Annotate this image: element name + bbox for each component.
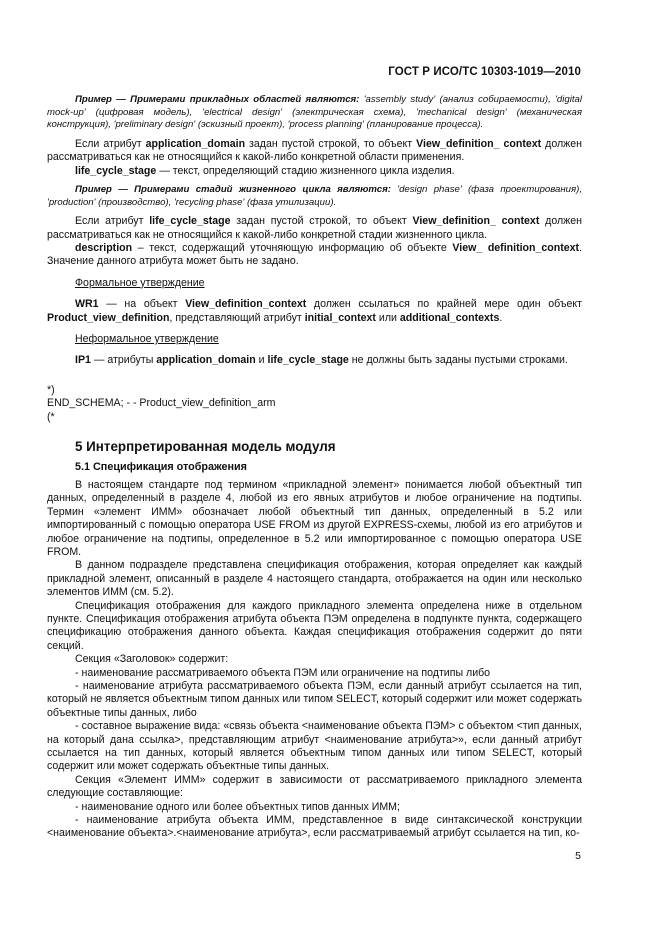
- paragraph-mapping-intro: В данном подразделе представлена спецификация отображения, которая определяет как каждый прикладной элемент, описанный в разделе 4 настоящего стандарта, отображается на один или несколько элементов ИММ (см. 5.2).: [47, 559, 582, 599]
- page-content: [47, 94, 582, 841]
- paragraph-empty-domain: Если атрибут application_domain задан пустой строкой, то объект View_definition_ context должен рассматриваться как не относящийся к какой-либо конкретной области применения.: [47, 137, 582, 164]
- paragraph-mapping-sections: Спецификация отображения для каждого прикладного элемента определена ниже в отдельном пункте. Спецификация отображения атрибута объекта ПЭМ определена в подпункте пункта, содержащего спецификацию отображения данного объекта. Каждая спецификация отображения содержит до пяти секций.: [47, 599, 582, 652]
- paragraph-terms: В настоящем стандарте под термином «прикладной элемент» понимается любой объектный тип данных, определенный в разделе 4, любой из его явных атрибутов и любое ограничение на подтипы. Термин «элемент ИММ» обозначает любой объектный тип данных, определенный в 5.2 или импортированный с помощью оператора USE FROM из другой EXPRESS-схемы, любой из его атрибутов и любое ограничение на подтипы, определенное в 5.2 или импортированное с помощью оператора USE FROM.: [47, 478, 582, 558]
- paragraph-empty-stage: Если атрибут life_cycle_stage задан пустой строкой, то объект View_definition_ context должен рассматриваться как не относящийся к какой-либо конкретной стадии жизненного цикла.: [47, 215, 582, 241]
- paragraph-aim-section: Секция «Элемент ИММ» содержит в зависимости от рассматриваемого прикладного элемента следующие составляющие:: [47, 773, 582, 800]
- list-item: - наименование одного или более объектных типов данных ИММ;: [75, 800, 400, 813]
- code-comment-close: *): [47, 383, 55, 396]
- page-number: 5: [575, 850, 581, 862]
- list-item: - составное выражение вида: «связь объекта <наименование объекта ПЭМ> с объектом <тип данных, на который дана ссылка>, представляющим атрибут <наименование атрибута>», если данный атрибут ссылается на тип данных, который является объектным типом данных или типом SELECT, который содержит или может содержать объектные типы данных.: [47, 720, 582, 773]
- rule-wr1: WR1 — на объект View_definition_context должен ссылаться по крайней мере один объект Product_view_definition, представляющий атрибут initial_context или additional_contexts.: [47, 298, 582, 324]
- section-5-1-title: 5.1 Спецификация отображения: [75, 461, 247, 474]
- rule-ip1: IP1 — атрибуты application_domain и life_cycle_stage не должны быть заданы пустыми строками.: [75, 354, 568, 367]
- document-header: ГОСТ Р ИСО/ТС 10303-1019—2010: [388, 66, 581, 78]
- example-life-cycle-stages: Пример — Примерами стадий жизненного цикла являются: 'design phase' (фаза проектирования), 'production' (производство), 'recycling phase' (фаза утилизации).: [47, 184, 582, 208]
- code-end-schema: END_SCHEMA; - - Product_view_definition_arm: [47, 397, 276, 410]
- code-comment-open: (*: [47, 410, 55, 423]
- list-item: - наименование атрибута рассматриваемого объекта ПЭМ, если данный атрибут ссылается на тип, который не является объектным типом данных или типом SELECT, который содержит или может содержать объектные типы данных, либо: [47, 679, 582, 719]
- paragraph-header-section: Секция «Заголовок» содержит:: [75, 653, 229, 666]
- list-item: - наименование атрибута объекта ИММ, представленное в виде синтаксической конструкции <наименование объекта>.<наименование атрибута>, если рассматриваемый атрибут ссылается на тип, ко-: [47, 814, 582, 840]
- paragraph-description: description – текст, содержащий уточняющую информацию об объекте View_ definition_context. Значение данного атрибута может быть не задано.: [47, 242, 583, 268]
- formal-proposition-heading: Формальное утверждение: [75, 276, 205, 289]
- list-item: - наименование рассматриваемого объекта ПЭМ или ограничение на подтипы либо: [75, 666, 491, 679]
- informal-proposition-heading: Неформальное утверждение: [75, 333, 219, 346]
- paragraph-life-cycle-stage: life_cycle_stage — текст, определяющий стадию жизненного цикла изделия.: [75, 164, 455, 177]
- section-5-title: 5 Интерпретированная модель модуля: [75, 439, 336, 455]
- example-application-domains: Пример — Примерами прикладных областей являются: 'assembly study' (анализ собираемости), 'digital mock-up' (цифровая модель), 'electrical design' (электрическая схема), 'mechanical design' (механическая конструкция), 'preliminary design' (эскизный проект), 'process planning' (планирование процесса).: [47, 94, 582, 131]
